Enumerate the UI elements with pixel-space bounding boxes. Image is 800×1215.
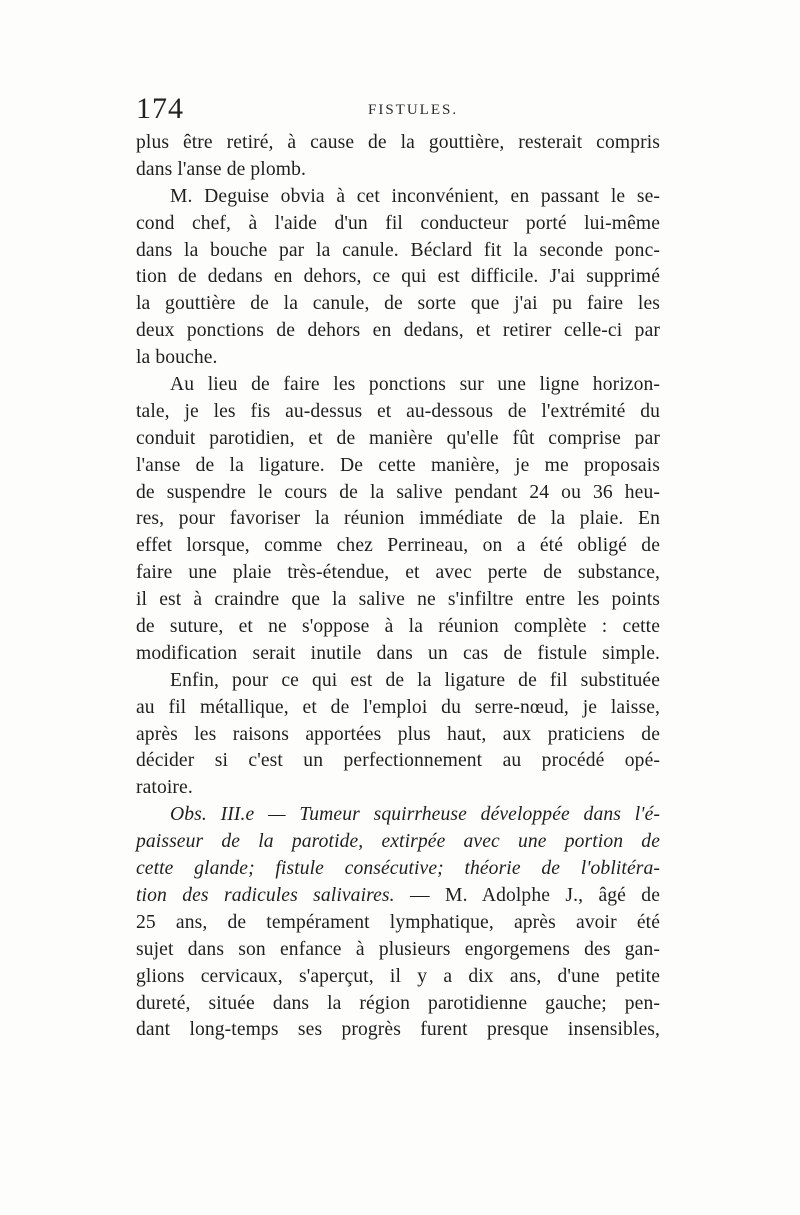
text-line: la gouttière de la canule, de sorte que j'ai pu faire les <box>136 293 660 315</box>
text-line: ratoire. <box>136 777 193 799</box>
text-line: tale, je les fis au-dessus et au-dessous de l'extrémité du <box>136 400 660 422</box>
text-line: tion de dedans en dehors, ce qui est difficile. J'ai supprimé <box>136 266 660 288</box>
running-title: FISTULES. <box>368 102 459 118</box>
text-line: res, pour favoriser la réunion immédiate de la plaie. En <box>136 508 660 530</box>
running-head <box>136 92 660 126</box>
text-line: sujet dans son enfance à plusieurs engorgemens des gan- <box>136 938 660 960</box>
text-line: de suspendre le cours de la salive pendant 24 ou 36 heu- <box>136 481 660 503</box>
text-line: deux ponctions de dehors en dedans, et retirer celle-ci par <box>136 320 660 342</box>
text-line: M. Deguise obvia à cet inconvénient, en passant le se- <box>170 185 660 207</box>
text-line: décider si c'est un perfectionnement au procédé opé- <box>136 750 660 772</box>
observation-heading-line: cette glande; fistule consécutive; théorie de l'oblitéra- <box>136 858 660 880</box>
text-line: conduit parotidien, et de manière qu'elle fût comprise par <box>136 427 660 449</box>
text-line: effet lorsque, comme chez Perrineau, on a été obligé de <box>136 535 660 557</box>
text-line: dans l'anse de plomb. <box>136 158 306 180</box>
text-line: glions cervicaux, s'aperçut, il y a dix ans, d'une petite <box>136 965 660 987</box>
text-line: modification serait inutile dans un cas de fistule simple. <box>136 642 660 664</box>
text-line: Au lieu de faire les ponctions sur une ligne horizon- <box>170 374 660 396</box>
text-line: il est à craindre que la salive ne s'infiltre entre les points <box>136 589 660 611</box>
observation-heading-line: paisseur de la parotide, extirpée avec une portion de <box>136 831 660 853</box>
observation-heading-end: tion des radicules salivaires. <box>136 884 395 906</box>
observation-heading-line: Obs. III.e — Tumeur squirrheuse développée dans l'é- <box>170 804 660 826</box>
page-number: 174 <box>136 92 184 125</box>
text-line: dans la bouche par la canule. Béclard fit la seconde ponc- <box>136 239 660 261</box>
text-line: l'anse de la ligature. De cette manière, je me proposais <box>136 454 660 476</box>
text-line: dureté, située dans la région parotidienne gauche; pen- <box>136 992 660 1014</box>
text-line: la bouche. <box>136 347 218 369</box>
text-line: faire une plaie très-étendue, et avec perte de substance, <box>136 562 660 584</box>
text-line: après les raisons apportées plus haut, aux praticiens de <box>136 723 660 745</box>
text-line <box>136 883 660 910</box>
text-line: de suture, et ne s'oppose à la réunion complète : cette <box>136 616 660 638</box>
text-line: au fil métallique, et de l'emploi du serre-nœud, je laisse, <box>136 696 660 718</box>
text-line: plus être retiré, à cause de la gouttière, resterait compris <box>136 132 660 153</box>
observation-start: — M. Adolphe J., âgé de <box>394 884 660 906</box>
text-line: 25 ans, de tempérament lymphatique, après avoir été <box>136 911 660 933</box>
body-text <box>136 130 660 1044</box>
text-line: cond chef, à l'aide d'un fil conducteur porté lui-même <box>136 212 660 234</box>
text-line: Enfin, pour ce qui est de la ligature de fil substituée <box>170 669 660 691</box>
text-line: dant long-temps ses progrès furent presque insensibles, <box>136 1019 660 1041</box>
